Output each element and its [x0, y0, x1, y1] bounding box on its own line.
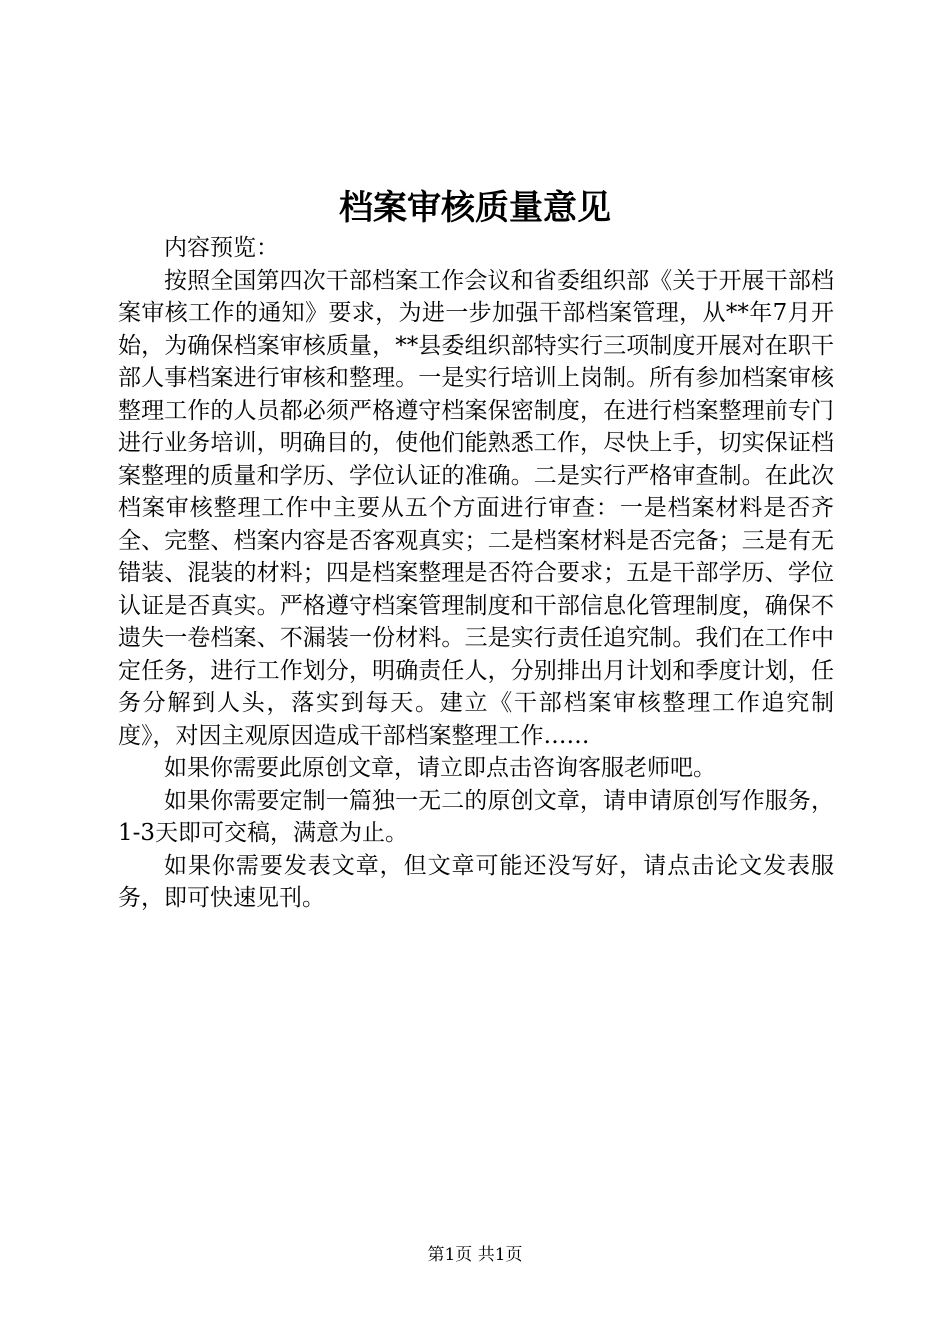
- body-paragraph-custom-writing: 如果你需要定制一篇独一无二的原创文章，请申请原创写作服务，1-3天即可交稿，满意为止。: [118, 787, 834, 846]
- document-body: [118, 232, 834, 915]
- body-paragraph-publishing: 如果你需要发表文章，但文章可能还没写好，请点击论文发表服务，即可快速见刊。: [118, 852, 834, 911]
- body-paragraph-consult: 如果你需要此原创文章，请立即点击咨询客服老师吧。: [164, 755, 716, 781]
- page-number-footer: 第1页 共1页: [427, 1245, 523, 1265]
- body-paragraph-main: 按照全国第四次干部档案工作会议和省委组织部《关于开展干部档案审核工作的通知》要求，为进一步加强干部档案管理，从**年7月开始，为确保档案审核质量，**县委组织部特实行三项制度开展对在职干部人事档案进行审核和整理。一是实行培训上岗制。所有参加档案审核整理工作的人员都必须严格遵守档案保密制度，在进行档案整理前专门进行业务培训，明确目的，使他们能熟悉工作，尽快上手，切实保证档案整理的质量和学历、学位认证的准确。二是实行严格审查制。在此次档案审核整理工作中主要从五个方面进行审查：一是档案材料是否齐全、完整、档案内容是否客观真实；二是档案材料是否完备；三是有无错装、混装的材料；四是档案整理是否符合要求；五是干部学历、学位认证是否真实。严格遵守档案管理制度和干部信息化管理制度，确保不遗失一卷档案、不漏装一份材料。三是实行责任追究制。我们在工作中定任务，进行工作划分，明确责任人，分别排出月计划和季度计划，任务分解到人头，落实到每天。建立《干部档案审核整理工作追究制度》，对因主观原因造成干部档案整理工作……: [118, 267, 834, 749]
- document-title: 档案审核质量意见: [339, 188, 611, 228]
- preview-label: 内容预览：: [164, 235, 279, 261]
